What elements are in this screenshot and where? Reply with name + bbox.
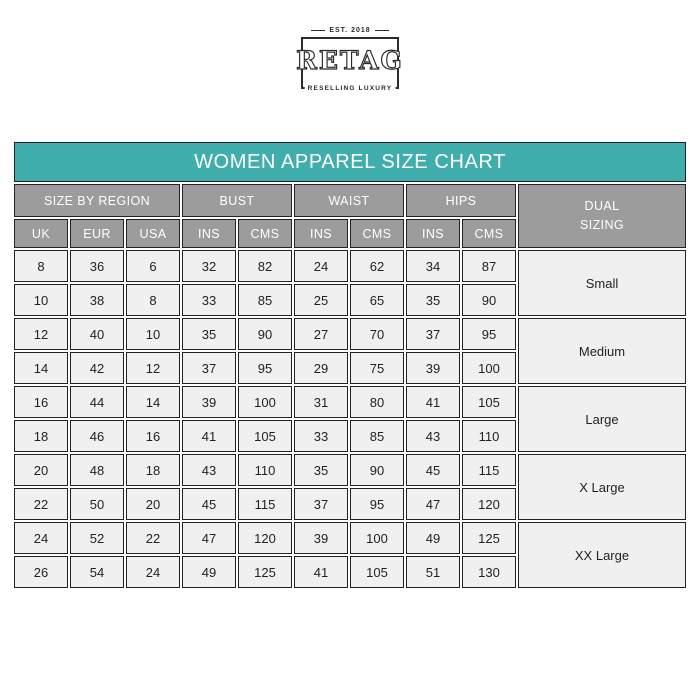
size-cell: 82 <box>238 250 292 282</box>
size-cell: 100 <box>350 522 404 554</box>
dual-sizing-cell: XX Large <box>518 522 686 588</box>
size-cell: 90 <box>462 284 516 316</box>
size-cell: 80 <box>350 386 404 418</box>
size-cell: 39 <box>182 386 236 418</box>
logo-tagline-text: RESELLING LUXURY <box>305 85 396 92</box>
dual-sizing-cell: X Large <box>518 454 686 520</box>
size-cell: 26 <box>14 556 68 588</box>
size-table-row <box>14 250 686 282</box>
size-cell: 37 <box>406 318 460 350</box>
size-cell: 110 <box>238 454 292 486</box>
size-cell: 41 <box>406 386 460 418</box>
size-cell: 75 <box>350 352 404 384</box>
size-cell: 16 <box>14 386 68 418</box>
size-cell: 16 <box>126 420 180 452</box>
size-cell: 8 <box>14 250 68 282</box>
size-cell: 95 <box>462 318 516 350</box>
size-cell: 24 <box>126 556 180 588</box>
size-cell: 34 <box>406 250 460 282</box>
size-cell: 36 <box>70 250 124 282</box>
size-cell: 95 <box>238 352 292 384</box>
logo-established-row <box>311 27 388 34</box>
size-table-row <box>14 522 686 554</box>
dual-sizing-cell: Medium <box>518 318 686 384</box>
size-cell: 125 <box>462 522 516 554</box>
size-cell: 95 <box>350 488 404 520</box>
size-cell: 70 <box>350 318 404 350</box>
size-cell: 39 <box>406 352 460 384</box>
size-cell: 48 <box>70 454 124 486</box>
logo-rule-right <box>375 30 389 31</box>
size-cell: 33 <box>294 420 348 452</box>
size-cell: 125 <box>238 556 292 588</box>
table-title: WOMEN APPAREL SIZE CHART <box>14 142 686 182</box>
size-cell: 45 <box>406 454 460 486</box>
size-cell: 120 <box>238 522 292 554</box>
size-table-row <box>14 318 686 350</box>
size-cell: 12 <box>14 318 68 350</box>
size-cell: 105 <box>462 386 516 418</box>
size-cell: 35 <box>182 318 236 350</box>
size-cell: 110 <box>462 420 516 452</box>
size-chart-container <box>0 140 700 590</box>
size-cell: 14 <box>126 386 180 418</box>
column-subheader: USA <box>126 219 180 248</box>
size-cell: 29 <box>294 352 348 384</box>
size-cell: 85 <box>238 284 292 316</box>
size-table-body <box>14 142 686 588</box>
size-cell: 46 <box>70 420 124 452</box>
size-cell: 49 <box>406 522 460 554</box>
column-subheader: EUR <box>70 219 124 248</box>
size-cell: 120 <box>462 488 516 520</box>
dual-sizing-cell: Small <box>518 250 686 316</box>
size-cell: 40 <box>70 318 124 350</box>
size-cell: 35 <box>294 454 348 486</box>
size-cell: 10 <box>14 284 68 316</box>
size-cell: 38 <box>70 284 124 316</box>
size-table-row <box>14 454 686 486</box>
column-group-header: BUST <box>182 184 292 217</box>
size-cell: 42 <box>70 352 124 384</box>
size-cell: 20 <box>14 454 68 486</box>
size-cell: 18 <box>14 420 68 452</box>
size-cell: 90 <box>350 454 404 486</box>
size-cell: 37 <box>294 488 348 520</box>
size-cell: 105 <box>238 420 292 452</box>
size-cell: 47 <box>406 488 460 520</box>
size-cell: 54 <box>70 556 124 588</box>
size-cell: 43 <box>182 454 236 486</box>
size-cell: 14 <box>14 352 68 384</box>
size-cell: 39 <box>294 522 348 554</box>
brand-logo <box>0 27 700 92</box>
size-cell: 43 <box>406 420 460 452</box>
size-cell: 8 <box>126 284 180 316</box>
size-cell: 41 <box>182 420 236 452</box>
size-cell: 37 <box>182 352 236 384</box>
dual-sizing-cell: Large <box>518 386 686 452</box>
size-cell: 115 <box>238 488 292 520</box>
size-cell: 50 <box>70 488 124 520</box>
size-cell: 90 <box>238 318 292 350</box>
size-cell: 62 <box>350 250 404 282</box>
size-table-row <box>14 386 686 418</box>
column-subheader: INS <box>406 219 460 248</box>
size-cell: 22 <box>14 488 68 520</box>
size-cell: 65 <box>350 284 404 316</box>
size-cell: 52 <box>70 522 124 554</box>
size-cell: 100 <box>462 352 516 384</box>
size-cell: 105 <box>350 556 404 588</box>
size-cell: 33 <box>182 284 236 316</box>
size-cell: 24 <box>14 522 68 554</box>
size-cell: 24 <box>294 250 348 282</box>
column-subheader: CMS <box>350 219 404 248</box>
size-cell: 12 <box>126 352 180 384</box>
size-cell: 35 <box>406 284 460 316</box>
column-subheader: INS <box>182 219 236 248</box>
title-row <box>14 142 686 182</box>
size-cell: 47 <box>182 522 236 554</box>
logo-brand-text: RETAG <box>296 45 404 75</box>
size-cell: 22 <box>126 522 180 554</box>
logo-established-text: EST. 2018 <box>329 27 371 34</box>
size-cell: 25 <box>294 284 348 316</box>
dual-sizing-header-label: DUAL SIZING <box>579 199 625 232</box>
dual-sizing-header <box>518 184 686 248</box>
column-group-row <box>14 184 686 217</box>
column-subheader: CMS <box>462 219 516 248</box>
size-cell: 51 <box>406 556 460 588</box>
brand-logo-inner <box>294 27 406 92</box>
size-cell: 49 <box>182 556 236 588</box>
size-cell: 18 <box>126 454 180 486</box>
size-table <box>12 140 688 590</box>
logo-box <box>296 37 404 92</box>
size-cell: 87 <box>462 250 516 282</box>
column-subheader: CMS <box>238 219 292 248</box>
size-cell: 130 <box>462 556 516 588</box>
size-cell: 10 <box>126 318 180 350</box>
size-cell: 45 <box>182 488 236 520</box>
column-group-header: HIPS <box>406 184 516 217</box>
size-cell: 32 <box>182 250 236 282</box>
logo-rule-left <box>311 30 325 31</box>
size-cell: 100 <box>238 386 292 418</box>
column-subheader: UK <box>14 219 68 248</box>
column-group-header: SIZE BY REGION <box>14 184 180 217</box>
size-cell: 115 <box>462 454 516 486</box>
size-cell: 27 <box>294 318 348 350</box>
size-cell: 44 <box>70 386 124 418</box>
column-group-header: WAIST <box>294 184 404 217</box>
size-cell: 85 <box>350 420 404 452</box>
size-cell: 31 <box>294 386 348 418</box>
size-cell: 6 <box>126 250 180 282</box>
size-cell: 20 <box>126 488 180 520</box>
column-subheader: INS <box>294 219 348 248</box>
size-cell: 41 <box>294 556 348 588</box>
